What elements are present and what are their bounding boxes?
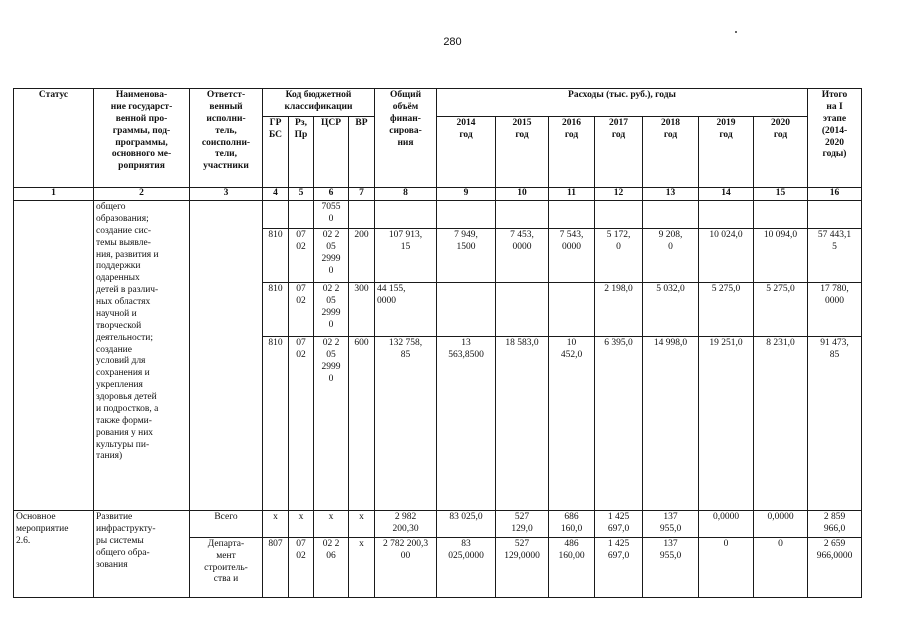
header-total-volume: Общий объём финан- сирова- ния [375,89,437,188]
total-cell [375,201,437,229]
year-2017-cell: 6 395,0 [595,337,643,511]
vr-cell: 600 [349,337,375,511]
year-2020-cell: 5 275,0 [754,283,808,337]
header-year-2020: 2020 год [754,117,808,188]
year-2016-cell: 486 160,00 [549,537,595,597]
total-cell: 2 982 200,30 [375,511,437,538]
grbs-cell: 810 [263,229,289,283]
year-2014-cell: 83 025,0 [437,511,496,538]
column-number: 6 [314,188,349,201]
header-year-2014: 2014 год [437,117,496,188]
column-number: 14 [699,188,754,201]
year-2020-cell: 0 [754,537,808,597]
header-vr: ВР [349,117,375,188]
header-rzpr: Рз, Пр [289,117,314,188]
column-number: 3 [190,188,263,201]
total-cell: 44 155, 0000 [375,283,437,337]
page-edge [0,628,905,640]
vr-cell: х [349,537,375,597]
year-cell [643,201,699,229]
responsible-cell [190,201,263,511]
year-2018-cell: 5 032,0 [643,283,699,337]
year-cell [754,201,808,229]
year-2016-cell [549,283,595,337]
total-cell: 107 913, 15 [375,229,437,283]
column-number: 7 [349,188,375,201]
year-2019-cell: 0 [699,537,754,597]
budget-table [13,88,862,598]
year-2018-cell: 9 208, 0 [643,229,699,283]
grbs-cell: 807 [263,537,289,597]
year-2016-cell: 686 160,0 [549,511,595,538]
column-number: 16 [808,188,862,201]
year-cell [496,201,549,229]
column-number: 12 [595,188,643,201]
year-2016-cell: 10 452,0 [549,337,595,511]
csr-cell: х [314,511,349,538]
responsible-cell: Департа- мент строитель- ства и [190,537,263,597]
header-year-2016: 2016 год [549,117,595,188]
total-cell: 2 782 200,3 00 [375,537,437,597]
year-2014-cell [437,283,496,337]
header-year-2019: 2019 год [699,117,754,188]
rzpr-cell: 07 02 [289,537,314,597]
header-year-2017: 2017 год [595,117,643,188]
program-name-cell: Развитие инфраструкту- ры системы общего обра- зования [94,511,190,598]
header-budget-code: Код бюджетной классификации [263,89,375,117]
column-number: 10 [496,188,549,201]
year-2015-cell: 18 583,0 [496,337,549,511]
year-2015-cell: 527 129,0000 [496,537,549,597]
year-2017-cell: 2 198,0 [595,283,643,337]
year-2018-cell: 137 955,0 [643,537,699,597]
grbs-cell: 810 [263,283,289,337]
year-cell [595,201,643,229]
column-number: 8 [375,188,437,201]
year-cell [549,201,595,229]
program-name-cell: общего образования; создание сис- темы выявле- ния, развития и поддержки одаренных детей в различ- ных областях научной и творческой деятельности; создание условий для сохранения и укрепления здоровья детей и подростков, а также форми- рования у них культуры пи- тания) [94,201,190,511]
year-2017-cell: 1 425 697,0 [595,511,643,538]
year-2020-cell: 10 094,0 [754,229,808,283]
column-number: 13 [643,188,699,201]
header-expenses: Расходы (тыс. руб.), годы [437,89,808,117]
year-cell [437,201,496,229]
responsible-cell: Всего [190,511,263,538]
year-2016-cell: 7 543, 0000 [549,229,595,283]
year-2014-cell: 13 563,8500 [437,337,496,511]
rzpr-cell: 07 02 [289,283,314,337]
itogo-cell: 17 780, 0000 [808,283,862,337]
grbs-cell [263,201,289,229]
rzpr-cell: 07 02 [289,229,314,283]
column-number: 1 [14,188,94,201]
grbs-cell: 810 [263,337,289,511]
rzpr-cell: х [289,511,314,538]
year-2017-cell: 1 425 697,0 [595,537,643,597]
itogo-cell: 91 473, 85 [808,337,862,511]
column-number: 11 [549,188,595,201]
year-2020-cell: 0,0000 [754,511,808,538]
year-2019-cell: 5 275,0 [699,283,754,337]
vr-cell: х [349,511,375,538]
header-program-name: Наименова- ние государст- венной про- граммы, под- программы, основного ме- роприятия [94,89,190,188]
itogo-cell: 2 659 966,0000 [808,537,862,597]
table-row [14,511,862,538]
year-2020-cell: 8 231,0 [754,337,808,511]
year-cell [699,201,754,229]
total-cell: 132 758, 85 [375,337,437,511]
year-2019-cell: 10 024,0 [699,229,754,283]
year-2015-cell [496,283,549,337]
csr-cell: 02 2 06 [314,537,349,597]
column-number: 2 [94,188,190,201]
header-responsible: Ответст- венный исполни- тель, соисполни- тели, участники [190,89,263,188]
rzpr-cell: 07 02 [289,337,314,511]
itogo-cell: 57 443,1 5 [808,229,862,283]
header-year-2015: 2015 год [496,117,549,188]
column-number: 4 [263,188,289,201]
grbs-cell: х [263,511,289,538]
table-row [14,201,862,229]
header-grbs: ГР БС [263,117,289,188]
csr-cell: 02 2 05 2999 0 [314,283,349,337]
year-2018-cell: 137 955,0 [643,511,699,538]
column-number: 5 [289,188,314,201]
header-csr: ЦСР [314,117,349,188]
itogo-cell: 2 859 966,0 [808,511,862,538]
year-2015-cell: 7 453, 0000 [496,229,549,283]
column-number-row [14,188,862,201]
year-2015-cell: 527 129,0 [496,511,549,538]
csr-cell: 02 2 05 2999 0 [314,229,349,283]
header-year-2018: 2018 год [643,117,699,188]
year-2014-cell: 7 949, 1500 [437,229,496,283]
vr-cell: 200 [349,229,375,283]
column-number: 9 [437,188,496,201]
column-number: 15 [754,188,808,201]
itogo-cell [808,201,862,229]
scan-artifact [735,31,737,33]
rzpr-cell [289,201,314,229]
year-2018-cell: 14 998,0 [643,337,699,511]
status-cell [14,201,94,511]
year-2019-cell: 0,0000 [699,511,754,538]
vr-cell [349,201,375,229]
page-number: 280 [443,36,462,48]
status-cell: Основное мероприятие 2.6. [14,511,94,598]
csr-cell: 7055 0 [314,201,349,229]
year-2017-cell: 5 172, 0 [595,229,643,283]
year-2014-cell: 83 025,0000 [437,537,496,597]
csr-cell: 02 2 05 2999 0 [314,337,349,511]
year-2019-cell: 19 251,0 [699,337,754,511]
header-status: Статус [14,89,94,188]
header-itogo: Итого на I этапе (2014- 2020 годы) [808,89,862,188]
vr-cell: 300 [349,283,375,337]
